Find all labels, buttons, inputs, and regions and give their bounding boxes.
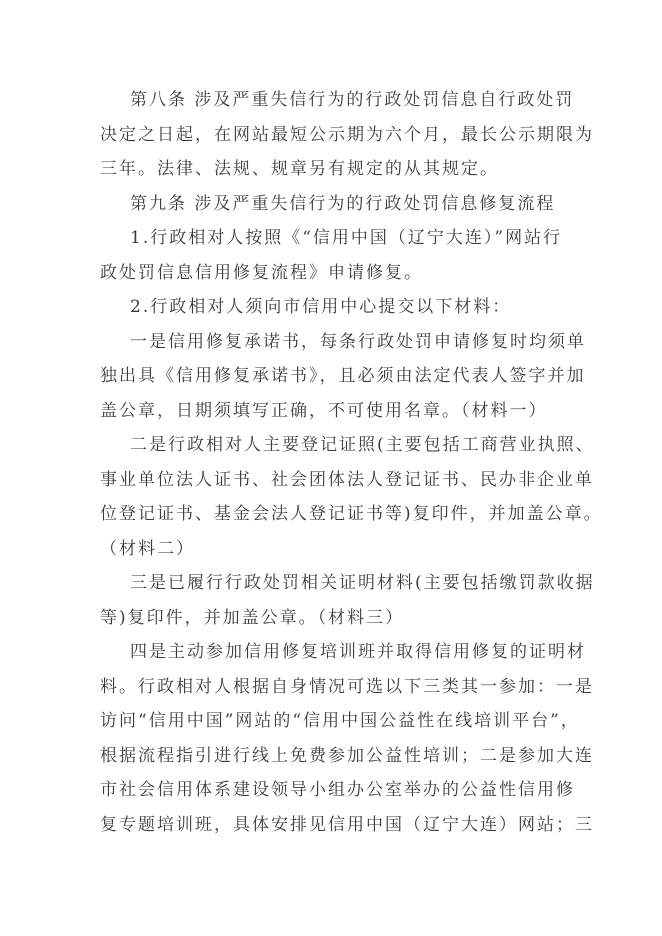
text-line: （材料二）	[100, 538, 195, 559]
text-line: 位登记证书、基金会法人登记证书等)复印件，并加盖公章。	[100, 504, 603, 524]
text-line: 根据流程指引进行线上免费参加公益性培训；二是参加大连	[100, 745, 594, 766]
material-2	[100, 428, 603, 566]
material-1	[100, 325, 586, 429]
text-line: 二是行政相对人主要登记证照(主要包括工商营业执照、	[130, 435, 595, 455]
text-line: 三年。法律、法规、规章另有规定的从其规定。	[100, 159, 499, 179]
step-2	[100, 290, 580, 325]
article-8	[100, 83, 594, 187]
text-line: 1.行政相对人按照《“信用中国（辽宁大连）”网站行	[130, 228, 563, 248]
text-line: 四是主动参加信用修复培训班并取得信用修复的证明材	[130, 642, 586, 662]
text-line: 料。行政相对人根据自身情况可选以下三类其一参加：一是	[100, 676, 594, 697]
text-line: 三是已履行行政处罚相关证明材料(主要包括缴罚款收据	[130, 573, 595, 593]
text-line: 第九条 涉及严重失信行为的行政处罚信息修复流程	[130, 193, 556, 214]
text-line: 盖公章，日期须填写正确，不可使用名章。（材料一）	[100, 400, 548, 421]
text-line: 第八条 涉及严重失信行为的行政处罚信息自行政处罚	[130, 90, 575, 110]
article-9-heading	[100, 187, 580, 222]
step-1	[100, 221, 580, 290]
material-3	[100, 566, 595, 635]
material-4	[100, 635, 594, 842]
text-line: 访问“信用中国”网站的“信用中国公益性在线培训平台”，	[100, 711, 580, 731]
text-line: 一是信用修复承诺书，每条行政处罚申请修复时均须单	[130, 331, 586, 352]
text-line: 独出具《信用修复承诺书》，且必须由法定代表人签字并加	[100, 366, 586, 386]
text-line: 2.行政相对人须向市信用中心提交以下材料：	[130, 297, 512, 317]
text-line: 政处罚信息信用修复流程》申请修复。	[100, 262, 423, 283]
text-line: 决定之日起，在网站最短公示期为六个月，最长公示期限为	[100, 124, 594, 145]
text-line: 复专题培训班，具体安排见信用中国（辽宁大连）网站；三	[100, 814, 594, 835]
text-line: 等)复印件，并加盖公章。（材料三）	[100, 607, 405, 628]
document-body	[100, 83, 603, 842]
text-line: 事业单位法人证书、社会团体法人登记证书、民办非企业单	[100, 469, 594, 490]
text-line: 市社会信用体系建设领导小组办公室举办的公益性信用修	[100, 780, 575, 800]
